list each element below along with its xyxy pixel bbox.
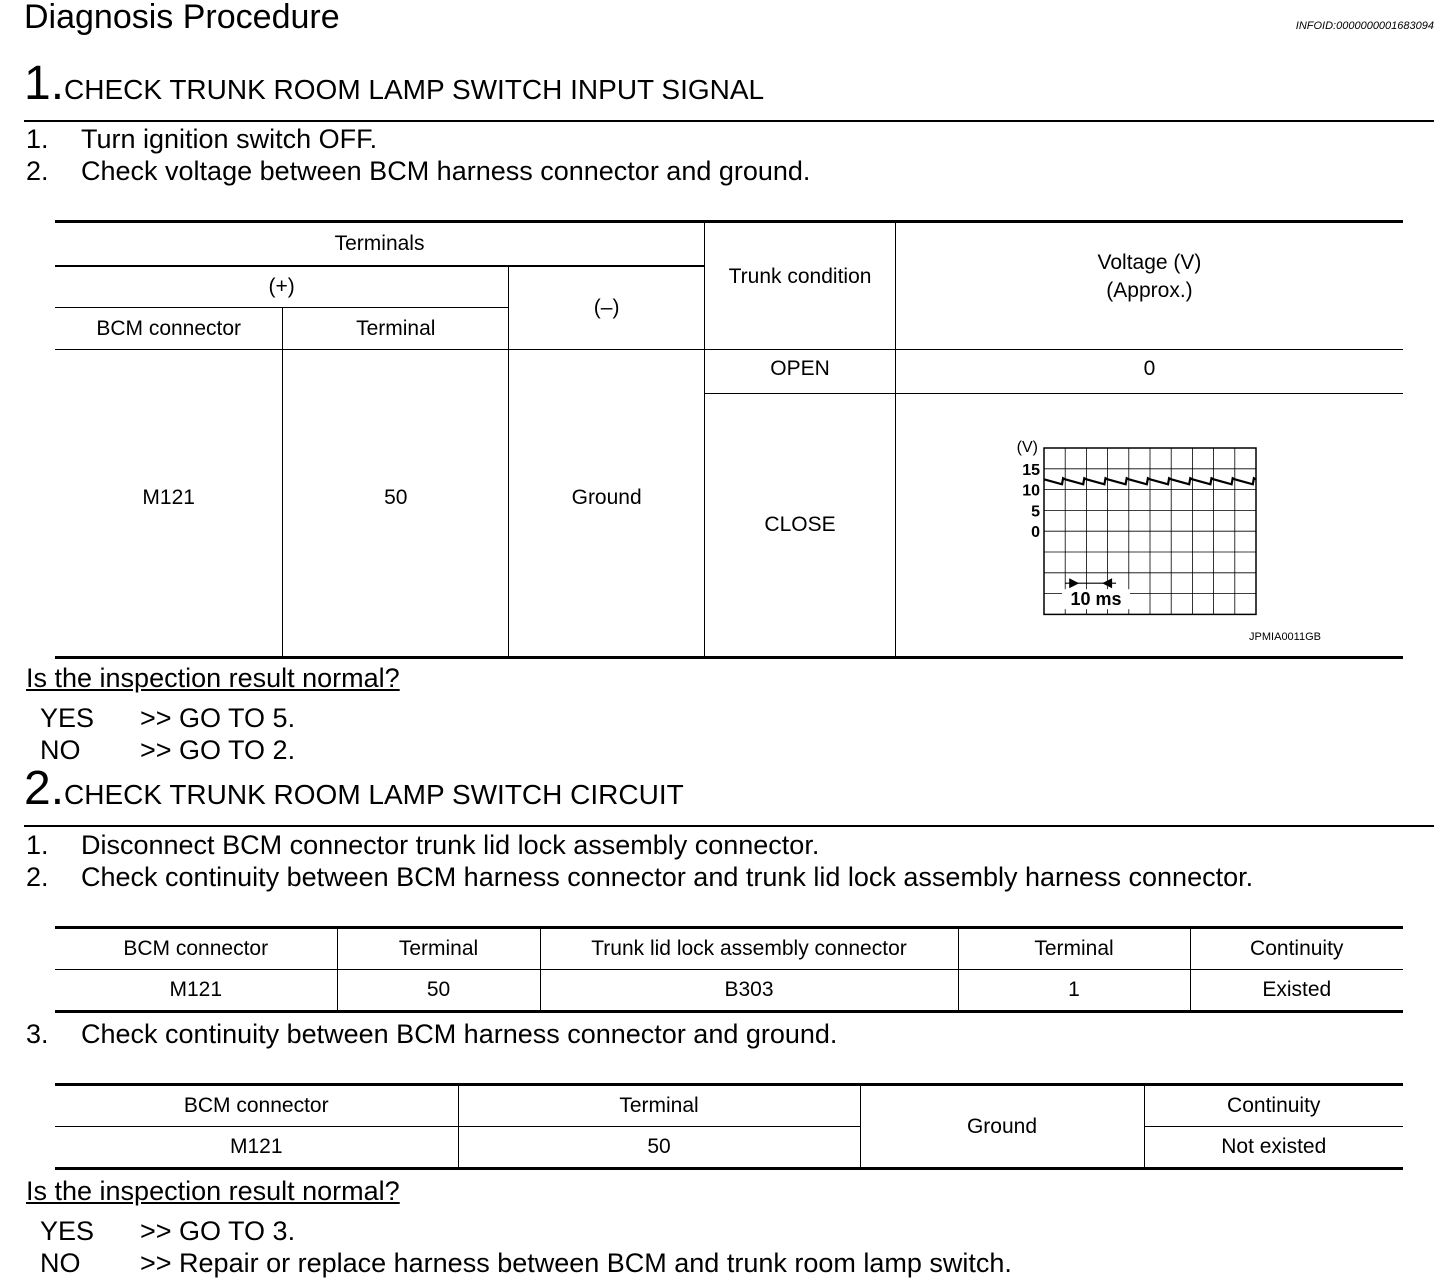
waveform-chart (896, 394, 1403, 656)
item-text: Turn ignition switch OFF. (81, 124, 378, 154)
step-1-title: CHECK TRUNK ROOM LAMP SWITCH INPUT SIGNAL (64, 74, 765, 105)
terminal-value: 50 (283, 350, 509, 658)
voltage-table (55, 220, 1403, 659)
approx-label: (Approx.) (1106, 279, 1193, 302)
t1-terminal: 50 (337, 970, 540, 1012)
ground-value: Ground (509, 350, 705, 658)
y-unit-label: (V) (1016, 439, 1038, 456)
step-2-item-1 (26, 830, 819, 861)
t1-terminal-2: 1 (958, 970, 1190, 1012)
step-1-rule (24, 120, 1434, 122)
image-id-caption: JPMIA0011GB (1249, 631, 1321, 643)
time-arrow-right (1102, 578, 1112, 588)
answer-value: >> GO TO 3. (140, 1216, 296, 1246)
item-number: 2. (26, 156, 49, 186)
answer-key: NO (40, 1248, 81, 1278)
step-1-answer-yes (40, 703, 295, 734)
t2-continuity: Not existed (1144, 1127, 1403, 1169)
step-2-answer-yes (40, 1216, 295, 1247)
t1-trunk-lid-connector: B303 (540, 970, 958, 1012)
step-2-item-3 (26, 1019, 837, 1050)
item-text: Disconnect BCM connector trunk lid lock assembly connector. (81, 830, 820, 860)
t1-header-terminal-2: Terminal (958, 928, 1190, 970)
y-tick-label: 10 (1022, 482, 1040, 500)
condition-open: OPEN (705, 350, 896, 394)
step-2-item-2 (26, 862, 1253, 893)
answer-value: >> Repair or replace harness between BCM and trunk room lamp switch. (140, 1248, 1012, 1278)
t1-continuity: Existed (1190, 970, 1403, 1012)
answer-key: YES (40, 703, 95, 733)
t2-header-bcm-connector: BCM connector (55, 1085, 458, 1127)
waveform-cell (895, 394, 1403, 658)
t1-header-continuity: Continuity (1190, 928, 1403, 970)
step-1-question: Is the inspection result normal? (26, 663, 400, 693)
page-title: Diagnosis Procedure (24, 0, 340, 36)
continuity-table-2 (55, 1083, 1403, 1170)
step-2-rule (24, 825, 1434, 827)
t1-header-bcm-connector: BCM connector (55, 928, 337, 970)
item-number: 1. (26, 830, 49, 860)
t1-header-terminal: Terminal (337, 928, 540, 970)
voltage-label: Voltage (V) (1097, 251, 1202, 274)
minus-header: (–) (509, 266, 705, 350)
item-number: 3. (26, 1019, 49, 1049)
step-1-number: 1. (24, 57, 65, 110)
voltage-open: 0 (895, 350, 1403, 394)
answer-key: YES (40, 1216, 95, 1246)
t2-ground: Ground (860, 1085, 1144, 1169)
t2-header-terminal: Terminal (458, 1085, 860, 1127)
item-number: 1. (26, 124, 49, 154)
step-2-heading (24, 761, 684, 816)
step-2-question: Is the inspection result normal? (26, 1176, 400, 1206)
t1-bcm-connector: M121 (55, 970, 337, 1012)
item-text: Check continuity between BCM harness connector and trunk lid lock assembly harness connector. (81, 862, 1254, 892)
t2-header-continuity: Continuity (1144, 1085, 1403, 1127)
time-arrow-left (1069, 578, 1079, 588)
y-tick-label: 5 (1031, 503, 1040, 521)
terminals-header: Terminals (55, 222, 705, 266)
t1-header-trunk-lid-connector: Trunk lid lock assembly connector (540, 928, 958, 970)
plus-header: (+) (55, 266, 509, 308)
step-2-title: CHECK TRUNK ROOM LAMP SWITCH CIRCUIT (64, 779, 684, 810)
step-2-number: 2. (24, 762, 65, 815)
y-tick-label: 15 (1022, 461, 1040, 479)
y-tick-label: 0 (1031, 524, 1040, 542)
item-text: Check voltage between BCM harness connector and ground. (81, 156, 811, 186)
t2-bcm-connector: M121 (55, 1127, 458, 1169)
answer-key: NO (40, 735, 81, 765)
terminal-header: Terminal (283, 308, 509, 350)
item-number: 2. (26, 862, 49, 892)
item-text: Check continuity between BCM harness connector and ground. (81, 1019, 838, 1049)
bcm-connector-header: BCM connector (55, 308, 283, 350)
voltage-header (895, 222, 1403, 350)
info-id: INFOID:0000000001683094 (1295, 20, 1434, 32)
time-label: 10 ms (1070, 589, 1122, 610)
answer-value: >> GO TO 5. (140, 703, 296, 733)
connector-value: M121 (55, 350, 283, 658)
step-1-heading (24, 56, 764, 111)
t2-terminal: 50 (458, 1127, 860, 1169)
step-2-answer-no (40, 1248, 1012, 1279)
condition-close: CLOSE (705, 394, 896, 658)
trunk-condition-header: Trunk condition (705, 222, 896, 350)
answer-value: >> GO TO 2. (140, 735, 296, 765)
continuity-table-1 (55, 926, 1403, 1013)
step-1-item-1 (26, 124, 377, 155)
step-1-item-2 (26, 156, 810, 187)
